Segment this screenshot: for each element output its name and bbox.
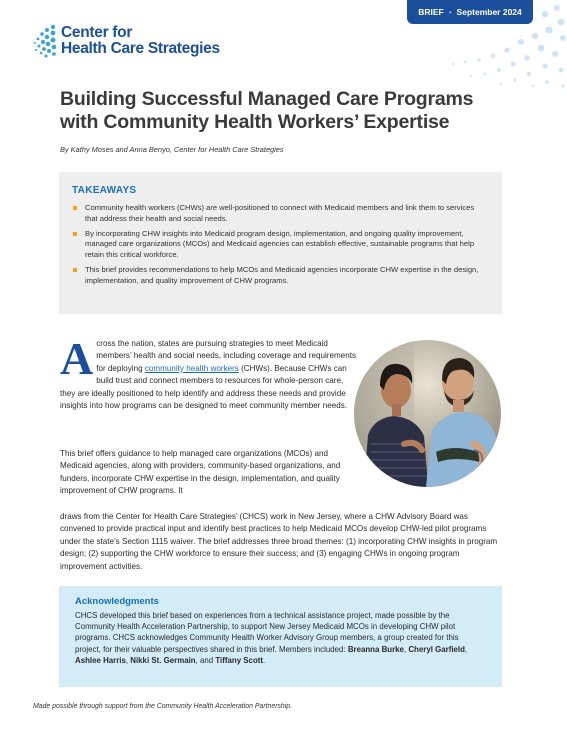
logo-wordmark <box>61 25 220 57</box>
footer-note: Made possible through support from the Community Health Acceleration Partnership. <box>33 703 293 710</box>
badge-separator: • <box>448 7 452 17</box>
takeaway-text: This brief provides recommendations to help MCOs and Medicaid agencies incorporate CHW expertise in the design, implementation, and quality improvement of CHW programs. <box>85 264 479 285</box>
takeaway-item <box>72 203 488 225</box>
community-health-workers-link[interactable]: community health workers <box>144 363 239 373</box>
member-name: Tiffany Scott <box>215 655 264 665</box>
takeaway-text: Community health workers (CHWs) are well-positioned to connect with Medicaid members and link them to services that address their health and social needs. <box>85 203 475 223</box>
ack-sep: , <box>464 644 468 654</box>
bullet-square-icon <box>73 232 77 236</box>
brief-date-badge <box>407 0 533 24</box>
logo-line2: Health Care Strategies <box>61 40 220 57</box>
guidance-paragraph-bottom: draws from the Center for Health Care Strategies’ (CHCS) work in New Jersey, where a CHW Advisory Board was convened to provide practical input and identify best practices to help Medicaid MCOs develop CHW-led pilot programs under the state’s Section 1115 waiver. The brief addresses three broad themes: (1) incorporating CHW insights in program design; (2) supporting the CHW workforce to ensure their success; and (3) engaging CHWs in ongoing program improvement activities. <box>60 512 498 571</box>
ack-end: . <box>263 655 266 665</box>
member-name: Breanna Burke <box>347 644 404 654</box>
byline: By Kathy Moses and Anna Benyo, Center for Health Care Strategies <box>60 145 284 154</box>
logo-line1: Center for <box>61 24 133 41</box>
intro-paragraph <box>60 333 360 412</box>
member-name: Ashlee Harris <box>75 655 126 665</box>
drop-cap: A <box>60 333 94 384</box>
takeaway-text: By incorporating CHW insights into Medicaid program design, implementation, and ongoing quality improvement, managed care organizations (MCOs) and Medicaid agencies can establish effective, sustainable programs that help retain this critical workforce. <box>85 228 475 260</box>
intro-text-after-link: (CHWs). Because CHWs can build trust and connect members to resources for whole-person care, they are ideally positioned to help identify and address these needs and provide insights into how programs can be designed to meet community member needs. <box>60 363 348 411</box>
guidance-paragraph-top: This brief offers guidance to help managed care organizations (MCOs) and Medicaid agencies, along with providers, community-based organizations, and funders, incorporate CHW expertise in the design, implementation, and quality improvement of CHW programs. It <box>60 449 341 496</box>
title-line1: Building Successful Managed Care Programs <box>60 88 474 110</box>
bullet-square-icon <box>73 268 77 272</box>
intro-text-before-link: cross the nation, states are pursuing strategies to meet Medicaid members’ health and social needs, including coverage and requirements for deploying <box>96 339 356 373</box>
takeaways-box <box>59 172 502 314</box>
chw-photo <box>354 340 501 487</box>
chcs-logo <box>33 22 220 60</box>
title-line2: with Community Health Workers’ Expertise <box>60 111 450 133</box>
bullet-square-icon <box>73 206 77 210</box>
member-name: Cheryl Garfield <box>408 644 465 654</box>
acknowledgments-text <box>75 610 486 666</box>
takeaway-item <box>72 265 488 287</box>
page-title <box>60 88 500 134</box>
takeaways-heading: TAKEAWAYS <box>72 185 137 196</box>
logo-dots-icon <box>33 22 59 60</box>
acknowledgments-heading: Acknowledgments <box>75 596 159 607</box>
ack-sep: , <box>125 655 131 665</box>
badge-type: BRIEF <box>418 7 444 17</box>
badge-date: September 2024 <box>456 7 522 17</box>
ack-body: CHCS developed this brief based on experiences from a technical assistance project, made possible by the Community Health Acceleration Partnership, to support New Jersey Medicaid MCOs in developing CHW pilot programs. CHCS acknowledges Community Health Worker Advisory Group members, a group created for this project, for their valuable perspectives shared in this brief. Members included: <box>75 611 459 654</box>
ack-sep: , <box>403 644 409 654</box>
takeaway-item <box>72 229 488 261</box>
ack-and: , and <box>195 655 216 665</box>
acknowledgments-box <box>59 586 502 687</box>
member-name: Nikki St. Germain <box>130 655 196 665</box>
